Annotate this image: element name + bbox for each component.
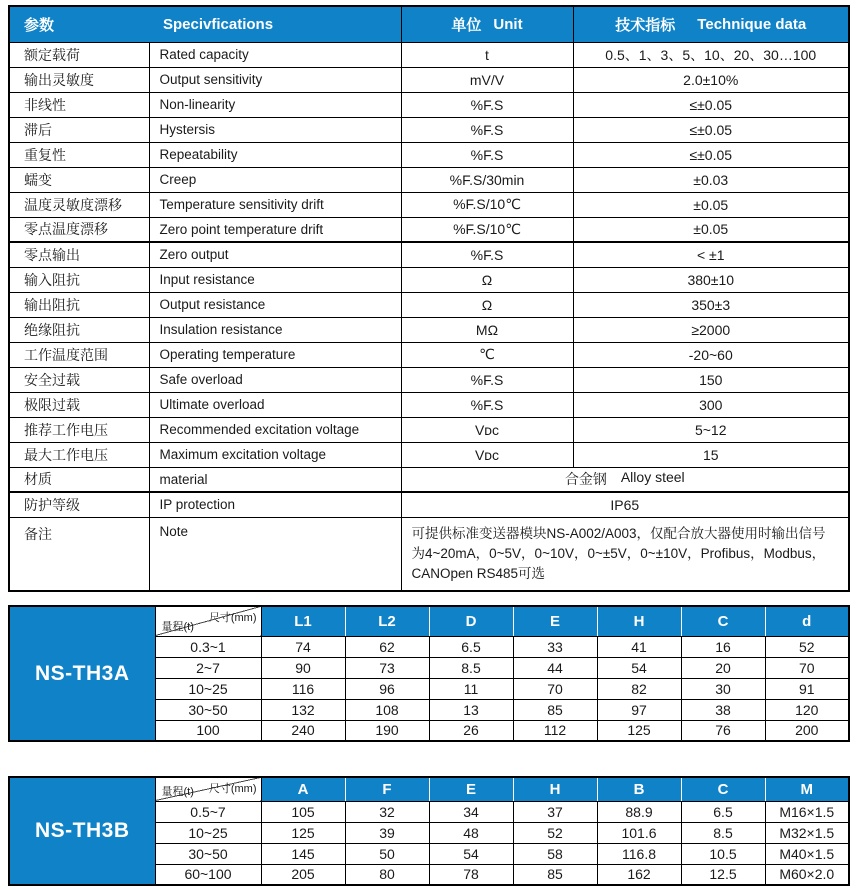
range-cell: 30~50 (155, 843, 261, 864)
dim-col-header: E (513, 606, 597, 636)
material-value-en: Alloy steel (620, 469, 685, 486)
dim-value: 6.5 (429, 636, 513, 657)
dim-col-header: D (429, 606, 513, 636)
value-cell: -20~60 (573, 342, 849, 367)
dim-value: 32 (345, 801, 429, 822)
value-cell: 350±3 (573, 292, 849, 317)
dim-col-header: B (597, 777, 681, 801)
dim-value: 120 (765, 699, 849, 720)
param-en: Output sensitivity (149, 67, 401, 92)
range-cell: 0.3~1 (155, 636, 261, 657)
range-cell: 60~100 (155, 864, 261, 885)
param-cn: 非线性 (9, 92, 149, 117)
param-cn: 重复性 (9, 142, 149, 167)
param-en: Ultimate overload (149, 392, 401, 417)
param-en: Creep (149, 167, 401, 192)
dim-value: 44 (513, 657, 597, 678)
param-en: IP protection (149, 492, 401, 517)
unit-cell: Vᴅᴄ (401, 417, 573, 442)
dim-value: 62 (345, 636, 429, 657)
col-header-spec: Specivfications (149, 6, 401, 42)
dim-value: 96 (345, 678, 429, 699)
dim-value: 240 (261, 720, 345, 741)
dim-value: 70 (513, 678, 597, 699)
dim-value: 73 (345, 657, 429, 678)
dim-value: 125 (597, 720, 681, 741)
table-row (9, 342, 849, 367)
corner-header-cell (155, 606, 261, 636)
param-en: Non-linearity (149, 92, 401, 117)
range-cell: 10~25 (155, 822, 261, 843)
param-cn: 最大工作电压 (9, 442, 149, 467)
note-text: 可提供标准变送器模块NS-A002/A003，仅配合放大器使用时输出信号为4~20mA，0~5V，0~10V，0~±5V，0~±10V，Profibus，Modbus，CANOpen RS485可选 (401, 517, 849, 591)
th3b-header-row (9, 777, 849, 801)
table-row (9, 392, 849, 417)
dim-value: 41 (597, 636, 681, 657)
corner-header-cell (155, 777, 261, 801)
value-cell: ≤±0.05 (573, 92, 849, 117)
col-header-unit-cn: 单位 (451, 16, 482, 34)
param-cn: 推荐工作电压 (9, 417, 149, 442)
table-row (9, 117, 849, 142)
dim-value: 52 (765, 636, 849, 657)
range-cell: 100 (155, 720, 261, 741)
dim-value: 108 (345, 699, 429, 720)
dim-value: M16×1.5 (765, 801, 849, 822)
unit-cell: %F.S (401, 367, 573, 392)
table-row (9, 142, 849, 167)
dim-value: 190 (345, 720, 429, 741)
range-cell: 30~50 (155, 699, 261, 720)
value-cell: 380±10 (573, 267, 849, 292)
param-en: Input resistance (149, 267, 401, 292)
unit-cell: Ω (401, 292, 573, 317)
table-row (9, 267, 849, 292)
unit-cell: t (401, 42, 573, 67)
table-row (9, 242, 849, 267)
dim-value: 6.5 (681, 801, 765, 822)
dim-col-header: C (681, 606, 765, 636)
dim-value: 105 (261, 801, 345, 822)
model-label-th3b: NS-TH3B (9, 777, 155, 885)
value-cell: 2.0±10% (573, 67, 849, 92)
dim-value: 116 (261, 678, 345, 699)
param-cn: 零点输出 (9, 242, 149, 267)
dim-value: 54 (597, 657, 681, 678)
table-row (9, 217, 849, 242)
unit-cell: %F.S (401, 117, 573, 142)
param-en: Output resistance (149, 292, 401, 317)
value-cell: 0.5、1、3、5、10、20、30…100 (573, 42, 849, 67)
dim-col-header: E (429, 777, 513, 801)
param-en: Zero output (149, 242, 401, 267)
dim-value: 200 (765, 720, 849, 741)
th3b-dimension-table (8, 776, 850, 886)
dim-value: 85 (513, 864, 597, 885)
dim-value: 116.8 (597, 843, 681, 864)
ip-value-cell: IP65 (401, 492, 849, 517)
table-row (9, 192, 849, 217)
param-en: Maximum excitation voltage (149, 442, 401, 467)
dim-value: 37 (513, 801, 597, 822)
dim-col-header: C (681, 777, 765, 801)
table-row (9, 367, 849, 392)
dim-value: 48 (429, 822, 513, 843)
col-header-param: 参数 (9, 6, 149, 42)
dim-value: 90 (261, 657, 345, 678)
table-row (9, 442, 849, 467)
dim-col-header: F (345, 777, 429, 801)
dim-value: 8.5 (429, 657, 513, 678)
table-row (9, 317, 849, 342)
unit-cell: %F.S (401, 392, 573, 417)
dim-col-header: L2 (345, 606, 429, 636)
col-header-technique-data (573, 6, 849, 42)
dim-col-header: M (765, 777, 849, 801)
table-row (9, 292, 849, 317)
dim-value: 78 (429, 864, 513, 885)
corner-range-label: 量程(t) (161, 620, 194, 633)
dim-value: 50 (345, 843, 429, 864)
param-en: Hystersis (149, 117, 401, 142)
param-en: Rated capacity (149, 42, 401, 67)
param-cn: 备注 (9, 517, 149, 591)
unit-cell: %F.S (401, 142, 573, 167)
corner-dim-label: 尺寸(mm) (208, 612, 257, 624)
dim-value: M40×1.5 (765, 843, 849, 864)
param-cn: 防护等级 (9, 492, 149, 517)
param-en: Temperature sensitivity drift (149, 192, 401, 217)
dim-value: 85 (513, 699, 597, 720)
param-cn: 输入阻抗 (9, 267, 149, 292)
range-cell: 10~25 (155, 678, 261, 699)
dim-value: 38 (681, 699, 765, 720)
value-cell: ±0.05 (573, 192, 849, 217)
dim-value: 88.9 (597, 801, 681, 822)
dim-value: 91 (765, 678, 849, 699)
unit-cell: %F.S/10℃ (401, 192, 573, 217)
param-cn: 零点温度漂移 (9, 217, 149, 242)
dim-value: 34 (429, 801, 513, 822)
dim-value: 97 (597, 699, 681, 720)
dim-value: 112 (513, 720, 597, 741)
unit-cell: MΩ (401, 317, 573, 342)
param-cn: 安全过载 (9, 367, 149, 392)
value-cell: 150 (573, 367, 849, 392)
param-cn: 输出灵敏度 (9, 67, 149, 92)
table-row-material (9, 467, 849, 492)
dim-value: 58 (513, 843, 597, 864)
unit-cell: Vᴅᴄ (401, 442, 573, 467)
unit-cell: %F.S (401, 242, 573, 267)
unit-cell: %F.S (401, 92, 573, 117)
param-cn: 温度灵敏度漂移 (9, 192, 149, 217)
material-value-cn: 合金钢 (564, 471, 607, 488)
corner-range-label: 量程(t) (161, 785, 194, 798)
value-cell: 5~12 (573, 417, 849, 442)
param-en: Safe overload (149, 367, 401, 392)
param-cn: 极限过载 (9, 392, 149, 417)
dim-value: 20 (681, 657, 765, 678)
col-header-data-cn: 技术指标 (615, 16, 676, 34)
unit-cell: %F.S/10℃ (401, 217, 573, 242)
dim-value: 101.6 (597, 822, 681, 843)
param-cn: 滞后 (9, 117, 149, 142)
dim-value: 52 (513, 822, 597, 843)
dim-col-header: d (765, 606, 849, 636)
value-cell: 300 (573, 392, 849, 417)
spec-header-row (9, 6, 849, 42)
param-cn: 输出阻抗 (9, 292, 149, 317)
param-en: Repeatability (149, 142, 401, 167)
dim-value: M60×2.0 (765, 864, 849, 885)
th3a-header-row (9, 606, 849, 636)
value-cell: 15 (573, 442, 849, 467)
dim-value: 10.5 (681, 843, 765, 864)
dim-value: M32×1.5 (765, 822, 849, 843)
param-en: Recommended excitation voltage (149, 417, 401, 442)
param-cn: 蠕变 (9, 167, 149, 192)
dim-value: 8.5 (681, 822, 765, 843)
dim-value: 39 (345, 822, 429, 843)
corner-dim-label: 尺寸(mm) (208, 783, 257, 795)
param-cn: 额定载荷 (9, 42, 149, 67)
col-header-unit (401, 6, 573, 42)
spec-table (8, 5, 850, 592)
th3a-dimension-table (8, 605, 850, 742)
dim-value: 74 (261, 636, 345, 657)
value-cell: ±0.05 (573, 217, 849, 242)
value-cell: ≤±0.05 (573, 117, 849, 142)
unit-cell: mV/V (401, 67, 573, 92)
value-cell: ≥2000 (573, 317, 849, 342)
dim-value: 26 (429, 720, 513, 741)
dim-value: 76 (681, 720, 765, 741)
dim-value: 132 (261, 699, 345, 720)
dim-value: 30 (681, 678, 765, 699)
dim-value: 13 (429, 699, 513, 720)
dim-value: 11 (429, 678, 513, 699)
dim-value: 33 (513, 636, 597, 657)
dim-value: 145 (261, 843, 345, 864)
dim-value: 70 (765, 657, 849, 678)
col-header-data-en: Technique data (697, 15, 807, 33)
param-en: material (149, 467, 401, 492)
param-en: Insulation resistance (149, 317, 401, 342)
dim-col-header: H (597, 606, 681, 636)
table-row (9, 67, 849, 92)
dim-value: 125 (261, 822, 345, 843)
param-cn: 材质 (9, 467, 149, 492)
value-cell: ≤±0.05 (573, 142, 849, 167)
table-row (9, 92, 849, 117)
value-cell: < ±1 (573, 242, 849, 267)
unit-cell: Ω (401, 267, 573, 292)
param-en: Operating temperature (149, 342, 401, 367)
dim-col-header: H (513, 777, 597, 801)
dim-value: 54 (429, 843, 513, 864)
model-label-th3a: NS-TH3A (9, 606, 155, 741)
dim-value: 16 (681, 636, 765, 657)
range-cell: 2~7 (155, 657, 261, 678)
material-value-cell (401, 467, 849, 492)
dim-value: 205 (261, 864, 345, 885)
table-row-ip (9, 492, 849, 517)
table-row (9, 417, 849, 442)
unit-cell: %F.S/30min (401, 167, 573, 192)
param-en: Note (149, 517, 401, 591)
dim-value: 12.5 (681, 864, 765, 885)
param-cn: 绝缘阻抗 (9, 317, 149, 342)
table-row-note (9, 517, 849, 591)
table-row (9, 42, 849, 67)
dim-value: 80 (345, 864, 429, 885)
dim-col-header: A (261, 777, 345, 801)
param-cn: 工作温度范围 (9, 342, 149, 367)
dim-value: 82 (597, 678, 681, 699)
range-cell: 0.5~7 (155, 801, 261, 822)
col-header-unit-en: Unit (493, 15, 523, 33)
unit-cell: ℃ (401, 342, 573, 367)
value-cell: ±0.03 (573, 167, 849, 192)
param-en: Zero point temperature drift (149, 217, 401, 242)
table-row (9, 167, 849, 192)
dim-value: 162 (597, 864, 681, 885)
dim-col-header: L1 (261, 606, 345, 636)
